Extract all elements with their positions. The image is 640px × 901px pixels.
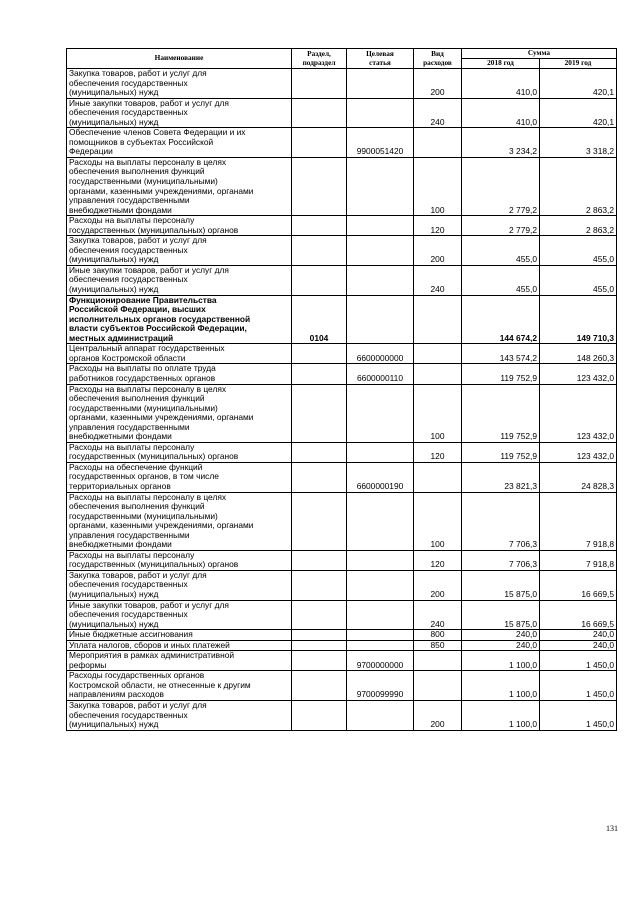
row-article xyxy=(347,550,414,570)
row-section xyxy=(292,550,347,570)
row-sum-2019: 16 669,5 xyxy=(540,570,617,600)
row-article xyxy=(347,295,414,344)
row-name-line: обеспечения государственных xyxy=(69,579,188,590)
row-name xyxy=(67,157,292,215)
table-row xyxy=(67,157,617,215)
row-name-line: Закупка товаров, работ и услуг для xyxy=(69,68,207,78)
row-sum-2018: 7 706,3 xyxy=(462,550,540,570)
row-sum-2019: 7 918,8 xyxy=(540,550,617,570)
table-row xyxy=(67,640,617,651)
row-section xyxy=(292,69,347,99)
row-name-line: помощников в субъектах Российской xyxy=(69,136,214,147)
row-section xyxy=(292,384,347,442)
row-article xyxy=(347,98,414,128)
table-row xyxy=(67,600,617,630)
row-section xyxy=(292,462,347,492)
row-sum-2019: 148 260,3 xyxy=(540,344,617,364)
row-name-line: обеспечения выполнения функций xyxy=(69,501,205,512)
row-name-line: Иные закупки товаров, работ и услуг для xyxy=(69,265,229,275)
table-row xyxy=(67,550,617,570)
row-name-line: Расходы государственных органов xyxy=(69,670,205,681)
header-year-2018: 2018 год xyxy=(462,59,540,69)
row-section xyxy=(292,600,347,630)
row-name-line: государственных (муниципальных) органов xyxy=(69,224,239,235)
row-article xyxy=(347,216,414,236)
row-sum-2019: 1 450,0 xyxy=(540,701,617,731)
row-name-line: управления государственными xyxy=(69,529,190,540)
row-kind: 240 xyxy=(414,98,462,128)
row-kind xyxy=(414,344,462,364)
row-article xyxy=(347,69,414,99)
table-row xyxy=(67,236,617,266)
row-name-line: Расходы на выплаты персоналу в целях xyxy=(69,157,227,167)
row-sum-2018: 7 706,3 xyxy=(462,492,540,550)
row-name xyxy=(67,442,292,462)
row-name-line: Иные бюджетные ассигнования xyxy=(69,629,193,640)
row-name-line: Обеспечение членов Совета Федерации и их xyxy=(69,127,246,138)
row-kind: 120 xyxy=(414,216,462,236)
row-sum-2019: 1 450,0 xyxy=(540,671,617,701)
row-kind xyxy=(414,295,462,344)
row-name-line: обеспечения государственных xyxy=(69,77,188,88)
row-name-line: реформы xyxy=(69,659,107,670)
row-name-line: обеспечения государственных xyxy=(69,244,188,255)
row-name-line: Российской Федерации, высших xyxy=(69,304,206,315)
row-section xyxy=(292,630,347,641)
row-sum-2018: 15 875,0 xyxy=(462,600,540,630)
row-sum-2018: 1 100,0 xyxy=(462,671,540,701)
row-kind: 800 xyxy=(414,630,462,641)
row-article xyxy=(347,570,414,600)
budget-table xyxy=(66,48,617,731)
row-sum-2018: 3 234,2 xyxy=(462,128,540,158)
row-name xyxy=(67,550,292,570)
row-name-line: обеспечения государственных xyxy=(69,274,188,285)
row-section xyxy=(292,157,347,215)
table-row xyxy=(67,462,617,492)
row-name-line: органами, казенными учреждениями, органами xyxy=(69,412,254,423)
row-name xyxy=(67,384,292,442)
row-name xyxy=(67,630,292,641)
row-section xyxy=(292,651,347,671)
row-name-line: Расходы на выплаты персоналу в целях xyxy=(69,384,227,394)
row-sum-2019: 455,0 xyxy=(540,265,617,295)
row-sum-2018: 23 821,3 xyxy=(462,462,540,492)
row-article: 6600000190 xyxy=(347,462,414,492)
header-name: Наименование xyxy=(67,49,292,69)
row-sum-2018: 2 779,2 xyxy=(462,157,540,215)
row-name-line: (муниципальных) нужд xyxy=(69,116,159,127)
row-name-line: Федерации xyxy=(69,146,113,157)
row-kind: 200 xyxy=(414,69,462,99)
row-section xyxy=(292,442,347,462)
row-section xyxy=(292,128,347,158)
row-name xyxy=(67,128,292,158)
row-sum-2019: 2 863,2 xyxy=(540,216,617,236)
row-sum-2019: 149 710,3 xyxy=(540,295,617,344)
row-sum-2018: 15 875,0 xyxy=(462,570,540,600)
row-section xyxy=(292,492,347,550)
row-sum-2018: 144 674,2 xyxy=(462,295,540,344)
row-sum-2018: 240,0 xyxy=(462,630,540,641)
row-name-line: Функционирование Правительства xyxy=(69,295,217,305)
row-name-line: управления государственными xyxy=(69,421,190,432)
row-name-line: государственных органов, в том числе xyxy=(69,471,219,482)
row-name xyxy=(67,600,292,630)
row-name xyxy=(67,98,292,128)
table-row xyxy=(67,364,617,384)
row-name-line: государственными (муниципальными) xyxy=(69,176,218,187)
row-article xyxy=(347,442,414,462)
row-name-line: обеспечения выполнения функций xyxy=(69,393,205,404)
row-name xyxy=(67,462,292,492)
row-name xyxy=(67,701,292,731)
table-row xyxy=(67,570,617,600)
row-name xyxy=(67,344,292,364)
row-name xyxy=(67,671,292,701)
row-article: 9900051420 xyxy=(347,128,414,158)
row-kind xyxy=(414,128,462,158)
row-name-line: Расходы на выплаты персоналу xyxy=(69,442,195,452)
row-name-line: направлениям расходов xyxy=(69,689,164,700)
row-article xyxy=(347,630,414,641)
table-row xyxy=(67,701,617,731)
row-sum-2019: 123 432,0 xyxy=(540,442,617,462)
table-row xyxy=(67,216,617,236)
row-name-line: управления государственными xyxy=(69,195,190,206)
row-article xyxy=(347,384,414,442)
row-kind: 100 xyxy=(414,157,462,215)
row-sum-2019: 455,0 xyxy=(540,236,617,266)
row-kind xyxy=(414,671,462,701)
row-sum-2019: 240,0 xyxy=(540,640,617,651)
header-article: Целевая статья xyxy=(347,49,414,69)
row-name xyxy=(67,651,292,671)
row-name-line: Мероприятия в рамках административной xyxy=(69,650,235,661)
table-body xyxy=(67,69,617,731)
row-kind: 200 xyxy=(414,701,462,731)
row-sum-2019: 123 432,0 xyxy=(540,384,617,442)
row-name-line: (муниципальных) нужд xyxy=(69,254,159,265)
row-name-line: Центральный аппарат государственных xyxy=(69,343,225,354)
row-name-line: (муниципальных) нужд xyxy=(69,87,159,98)
row-name-line: обеспечения государственных xyxy=(69,709,188,720)
row-sum-2018: 455,0 xyxy=(462,265,540,295)
row-name-line: внебюджетными фондами xyxy=(69,204,172,215)
row-name xyxy=(67,265,292,295)
row-section xyxy=(292,640,347,651)
table-row xyxy=(67,265,617,295)
row-name-line: Расходы на выплаты персоналу xyxy=(69,550,195,560)
row-sum-2019: 3 318,2 xyxy=(540,128,617,158)
row-name-line: Расходы на выплаты персоналу xyxy=(69,215,195,226)
row-name-line: работников государственных органов xyxy=(69,372,216,383)
row-sum-2019: 123 432,0 xyxy=(540,364,617,384)
row-sum-2019: 24 828,3 xyxy=(540,462,617,492)
row-section xyxy=(292,570,347,600)
row-name xyxy=(67,236,292,266)
row-name-line: органами, казенными учреждениями, органами xyxy=(69,520,254,531)
row-kind: 120 xyxy=(414,442,462,462)
table-row xyxy=(67,69,617,99)
row-name xyxy=(67,364,292,384)
row-section xyxy=(292,265,347,295)
row-kind: 120 xyxy=(414,550,462,570)
row-name-line: внебюджетными фондами xyxy=(69,539,172,550)
row-kind: 240 xyxy=(414,265,462,295)
header-kind: Вид расходов xyxy=(414,49,462,69)
row-name xyxy=(67,295,292,344)
row-kind: 100 xyxy=(414,384,462,442)
header-section: Раздел, подраздел xyxy=(292,49,347,69)
row-sum-2018: 119 752,9 xyxy=(462,384,540,442)
row-sum-2018: 1 100,0 xyxy=(462,701,540,731)
row-article: 6600000110 xyxy=(347,364,414,384)
row-article: 9700099990 xyxy=(347,671,414,701)
row-sum-2018: 119 752,9 xyxy=(462,364,540,384)
row-sum-2019: 420,1 xyxy=(540,98,617,128)
row-name-line: Закупка товаров, работ и услуг для xyxy=(69,570,207,580)
row-name-line: государственных (муниципальных) органов xyxy=(69,559,239,570)
table-row xyxy=(67,651,617,671)
row-sum-2018: 410,0 xyxy=(462,98,540,128)
row-name-line: государственных (муниципальных) органов xyxy=(69,451,239,462)
row-section: 0104 xyxy=(292,295,347,344)
row-sum-2018: 455,0 xyxy=(462,236,540,266)
row-sum-2019: 240,0 xyxy=(540,630,617,641)
row-sum-2018: 1 100,0 xyxy=(462,651,540,671)
row-name-line: исполнительных органов государственной xyxy=(69,313,251,324)
row-name-line: внебюджетными фондами xyxy=(69,431,172,442)
row-section xyxy=(292,344,347,364)
row-name-line: территориальных органов xyxy=(69,480,171,491)
row-kind: 200 xyxy=(414,570,462,600)
row-name xyxy=(67,216,292,236)
row-article: 6600000000 xyxy=(347,344,414,364)
row-section xyxy=(292,216,347,236)
row-name-line: (муниципальных) нужд xyxy=(69,588,159,599)
table-row xyxy=(67,344,617,364)
row-name xyxy=(67,492,292,550)
row-article xyxy=(347,265,414,295)
row-name-line: обеспечения государственных xyxy=(69,609,188,620)
row-sum-2019: 1 450,0 xyxy=(540,651,617,671)
row-name-line: местных администраций xyxy=(69,332,174,343)
table-row xyxy=(67,630,617,641)
table-row xyxy=(67,384,617,442)
row-article xyxy=(347,640,414,651)
row-sum-2019: 16 669,5 xyxy=(540,600,617,630)
row-sum-2018: 240,0 xyxy=(462,640,540,651)
row-name-line: обеспечения государственных xyxy=(69,107,188,118)
row-name-line: Расходы на обеспечение функций xyxy=(69,462,203,472)
row-name-line: (муниципальных) нужд xyxy=(69,284,159,295)
row-name-line: Иные закупки товаров, работ и услуг для xyxy=(69,600,229,610)
row-name-line: Закупка товаров, работ и услуг для xyxy=(69,235,207,246)
row-kind: 100 xyxy=(414,492,462,550)
row-kind xyxy=(414,364,462,384)
row-name-line: Расходы на выплаты персоналу в целях xyxy=(69,492,227,502)
row-name-line: Иные закупки товаров, работ и услуг для xyxy=(69,98,229,108)
row-sum-2019: 2 863,2 xyxy=(540,157,617,215)
row-article xyxy=(347,701,414,731)
table-row xyxy=(67,128,617,158)
table-row xyxy=(67,492,617,550)
row-sum-2018: 119 752,9 xyxy=(462,442,540,462)
row-name-line: обеспечения выполнения функций xyxy=(69,166,205,177)
row-name-line: государственными (муниципальными) xyxy=(69,402,218,413)
table-row xyxy=(67,295,617,344)
header-sum: Сумма xyxy=(462,49,617,59)
row-name xyxy=(67,640,292,651)
row-section xyxy=(292,236,347,266)
row-sum-2018: 410,0 xyxy=(462,69,540,99)
row-kind: 200 xyxy=(414,236,462,266)
row-sum-2019: 420,1 xyxy=(540,69,617,99)
row-article xyxy=(347,157,414,215)
row-section xyxy=(292,364,347,384)
row-article xyxy=(347,600,414,630)
table-row xyxy=(67,442,617,462)
row-name-line: (муниципальных) нужд xyxy=(69,618,159,629)
row-section xyxy=(292,98,347,128)
row-name xyxy=(67,69,292,99)
row-sum-2018: 143 574,2 xyxy=(462,344,540,364)
header-year-2019: 2019 год xyxy=(540,59,617,69)
row-name-line: государственными (муниципальными) xyxy=(69,510,218,521)
page-number: 131 xyxy=(606,824,618,833)
row-section xyxy=(292,671,347,701)
row-name-line: органами, казенными учреждениями, органами xyxy=(69,185,254,196)
row-sum-2019: 7 918,8 xyxy=(540,492,617,550)
row-name xyxy=(67,570,292,600)
row-name-line: Расходы на выплаты по оплате труда xyxy=(69,363,216,374)
table-row xyxy=(67,98,617,128)
row-name-line: власти субъектов Российской Федерации, xyxy=(69,323,247,334)
row-article xyxy=(347,492,414,550)
row-article xyxy=(347,236,414,266)
row-name-line: (муниципальных) нужд xyxy=(69,719,159,730)
row-name-line: Костромской области, не отнесенные к другим xyxy=(69,679,251,690)
row-name-line: Закупка товаров, работ и услуг для xyxy=(69,700,207,710)
row-section xyxy=(292,701,347,731)
row-kind: 850 xyxy=(414,640,462,651)
row-kind xyxy=(414,651,462,671)
row-article: 9700000000 xyxy=(347,651,414,671)
row-kind xyxy=(414,462,462,492)
table-row xyxy=(67,671,617,701)
row-name-line: Уплата налогов, сборов и иных платежей xyxy=(69,640,230,650)
row-kind: 240 xyxy=(414,600,462,630)
table-header xyxy=(67,49,617,69)
row-name-line: органов Костромской области xyxy=(69,352,186,363)
row-sum-2018: 2 779,2 xyxy=(462,216,540,236)
